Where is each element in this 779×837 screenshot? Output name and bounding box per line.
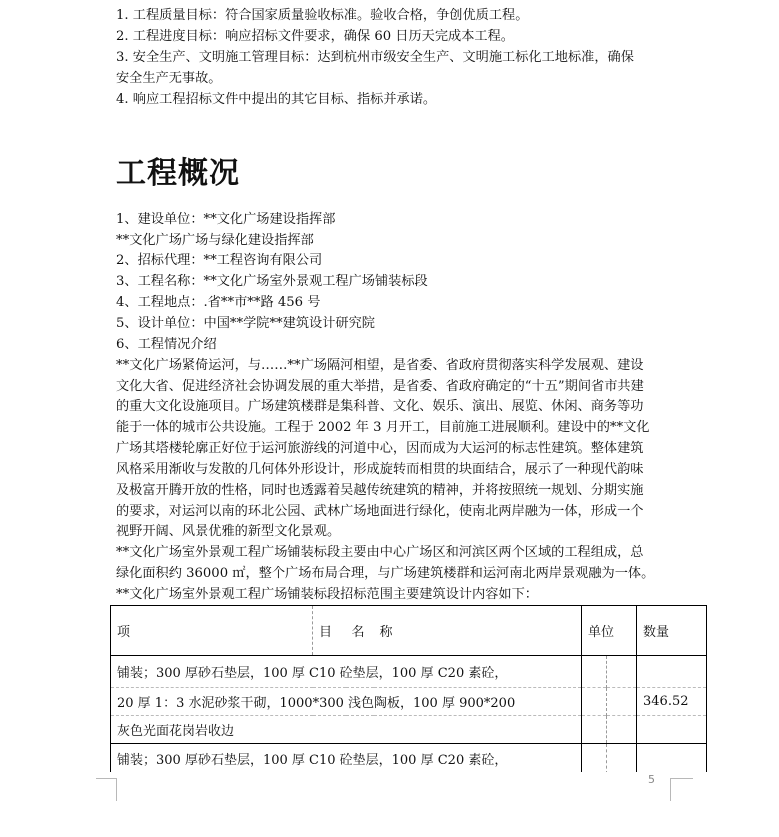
- overview-line: 的重大文化设施项目。广场建筑楼群是集科普、文化、娱乐、演出、展览、休闲、商务等功: [116, 399, 644, 414]
- row-unit: [582, 656, 607, 688]
- overview-line: 及极富开腾开放的性格，同时也透露着吴越传统建筑的精神，并将按照统一规划、分期实施: [116, 483, 644, 498]
- overview-line: 4、工程地点：.省**市**路 456 号: [116, 295, 321, 310]
- overview-line: 3、工程名称：**文化广场室外景观工程广场铺装标段: [116, 274, 428, 289]
- row-qty: [637, 716, 707, 744]
- row-unit-spacer: [607, 656, 637, 688]
- overview-line: 6、工程情况介绍: [116, 337, 217, 352]
- row-qty: 346.52: [637, 688, 707, 716]
- table-row: [111, 744, 707, 774]
- table-row: [111, 716, 707, 744]
- row-text: 20 厚 1：3 水泥砂浆干砌，1000*300 浅色陶板，100 厚 900*200: [111, 688, 582, 716]
- row-unit: [582, 688, 607, 716]
- overview-line: 能于一体的城市公共设施。工程于 2002 年 3 月开工，目前施工进展顺利。建设中的**文化: [116, 420, 650, 435]
- header-cell-item: 项: [111, 606, 313, 656]
- table-row: [111, 688, 707, 716]
- goal-schedule: 2. 工程进度目标：响应招标文件要求，确保 60 日历天完成本工程。: [116, 29, 514, 44]
- overview-line: 风格采用渐收与发散的几何体外形设计，形成旋转而相贯的块面结合，展示了一种现代韵味: [116, 462, 644, 477]
- goal-quality: 1. 工程质量目标：符合国家质量验收标准。验收合格，争创优质工程。: [116, 8, 529, 23]
- overview-line: 广场其塔楼轮廓正好位于运河旅游线的河道中心，因而成为大运河的标志性建筑。整体建筑: [116, 441, 644, 456]
- overview-line: **文化广场紧倚运河，与……**广场隔河相望，是省委、省政府贯彻落实科学发展观、建设: [116, 358, 644, 373]
- overview-line: 的要求，对运河以南的环北公园、武林广场地面进行绿化，使南北两岸融为一体，形成一个: [116, 504, 644, 519]
- row-unit: [582, 744, 607, 774]
- overview-line: **文化广场室外景观工程广场铺装标段主要由中心广场区和河滨区两个区域的工程组成，总: [116, 545, 644, 560]
- goal-safety-continued: 安全生产无事故。: [116, 71, 222, 86]
- header-cell-ming: 名: [346, 606, 374, 656]
- crop-mark-left: [96, 778, 117, 801]
- row-unit-spacer: [607, 744, 637, 774]
- overview-line: **文化广场室外景观工程广场铺装标段招标范围主要建筑设计内容如下：: [116, 587, 538, 602]
- table-row: [111, 656, 707, 688]
- overview-line: 文化大省、促进经济社会协调发展的重大举措，是省委、省政府确定的“十五”期间省市共建: [116, 379, 644, 394]
- row-text: 铺装；300 厚砂石垫层，100 厚 C10 砼垫层，100 厚 C20 素砼，: [111, 656, 582, 688]
- header-cell-mu: 目: [313, 606, 346, 656]
- header-cell-qty: 数量: [637, 606, 707, 656]
- crop-mark-right: [670, 778, 693, 801]
- overview-line: 视野开阔、风景优雅的新型文化景观。: [116, 524, 341, 539]
- row-unit-spacer: [607, 688, 637, 716]
- row-text: 灰色光面花岗岩收边: [111, 716, 582, 744]
- page-number: 5: [648, 773, 655, 786]
- header-cell-cheng: 称: [374, 606, 582, 656]
- overview-line: **文化广场广场与绿化建设指挥部: [116, 233, 314, 248]
- overview-line: 2、招标代理：**工程咨询有限公司: [116, 253, 323, 268]
- row-text: 铺装；300 厚砂石垫层，100 厚 C10 砼垫层，100 厚 C20 素砼，: [111, 744, 582, 774]
- row-qty: [637, 656, 707, 688]
- overview-line: 5、设计单位：中国**学院**建筑设计研究院: [116, 316, 375, 331]
- overview-line: 1、建设单位：**文化广场建设指挥部: [116, 212, 336, 227]
- row-unit-spacer: [607, 716, 637, 744]
- section-heading: 工程概况: [116, 156, 240, 191]
- goal-commitment: 4. 响应工程招标文件中提出的其它目标、指标并承诺。: [116, 92, 437, 107]
- table-header-row: [111, 606, 707, 656]
- row-unit: [582, 716, 607, 744]
- header-cell-unit: 单位: [582, 606, 637, 656]
- row-qty: [637, 744, 707, 774]
- scope-table: [110, 605, 707, 774]
- overview-line: 绿化面积约 36000 ㎡，整个广场布局合理，与广场建筑楼群和运河南北两岸景观融为一体。: [116, 566, 655, 581]
- goal-safety: 3. 安全生产、文明施工管理目标：达到杭州市级安全生产、文明施工标化工地标准，确保: [116, 50, 634, 65]
